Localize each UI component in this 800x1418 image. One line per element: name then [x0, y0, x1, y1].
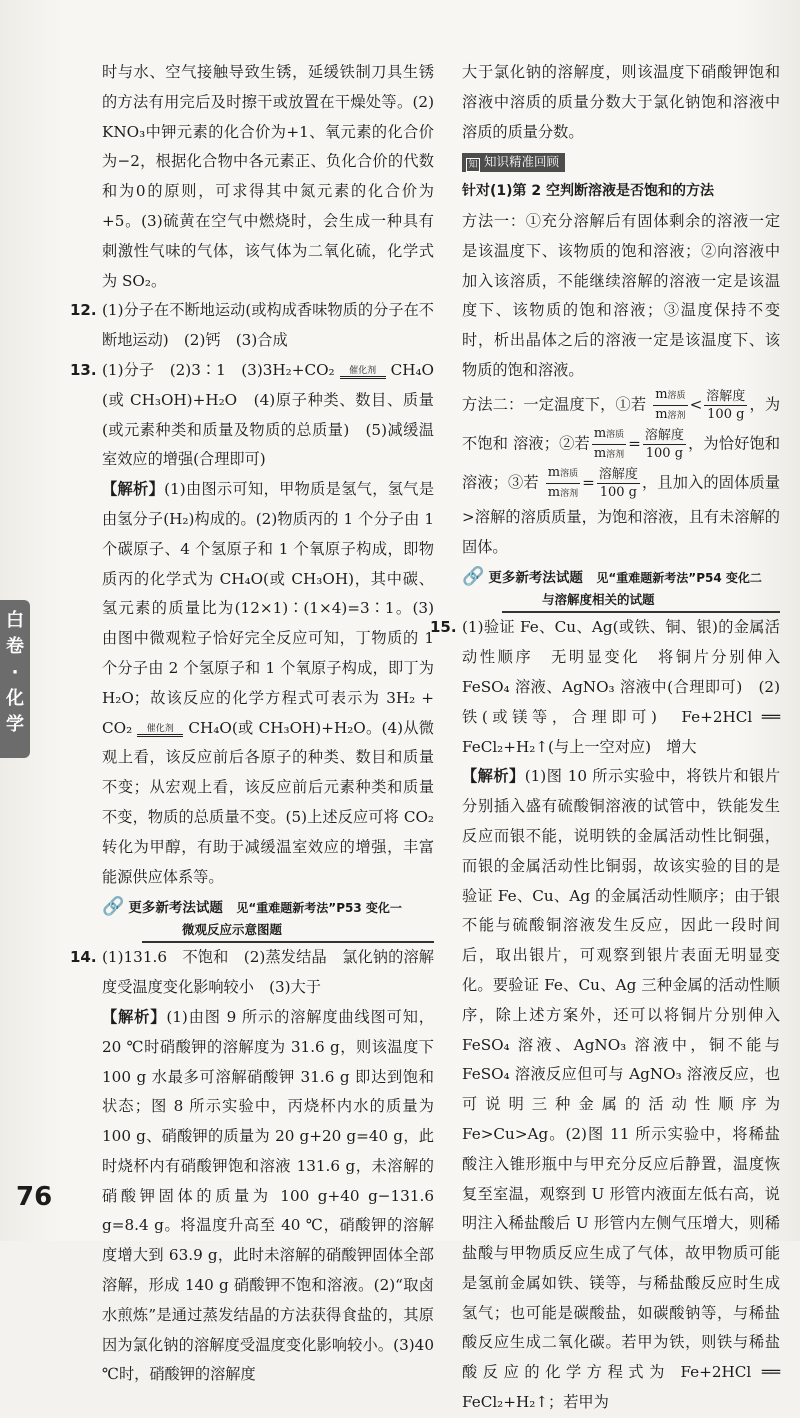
question-14 — [70, 943, 434, 1390]
method-one: 方法一：①充分溶解后有固体剩余的溶液一定是该温度下、该物质的饱和溶液；②向溶液中加入该溶质，不能继续溶解的溶液一定是该温度下、该物质的饱和溶液；③温度保持不变时，析出晶体之后的溶液一定是该温度下、该物质的饱和溶液。 — [462, 211, 780, 379]
more-practice-topic: 与溶解度相关的试题 — [502, 589, 780, 613]
question-15 — [430, 613, 781, 1418]
analysis-text — [102, 475, 434, 892]
question-13 — [70, 356, 435, 892]
ratio-fraction: $\frac{\text{m溶质}}{\text{m溶剂}}$ — [655, 386, 686, 422]
question-number: 13. — [70, 360, 97, 379]
answer-part-a: (1)分子 (2)3∶1 (3)3H₂+CO₂ — [102, 360, 335, 379]
analysis-label: 【解析】 — [102, 1007, 167, 1026]
more-practice-link[interactable]: 🔗 更多新考法试题 见“重难题新考法”P53 变化一 微观反应示意图题 — [102, 896, 434, 943]
subject-side-tab: 白 卷 · 化 学 — [0, 600, 30, 758]
book-icon: 知 — [466, 158, 480, 172]
solubility-fraction: $\frac{\text{溶解度}}{100 g}$ — [706, 388, 746, 422]
paperclip-icon: 🔗 — [462, 566, 485, 588]
question-number: 15. — [430, 618, 457, 637]
analysis-text: 【解析】(1)由图 9 所示的溶解度曲线图可知，20 ℃时硝酸钾的溶解度为 31.6 g，则该温度下 100 g 水最多可溶解硝酸钾 31.6 g 即达到饱和状态；图 8 所示实验中，丙烧杯内水的质量为 100 g、硝酸钾的质量为 20 g+20 g=40 g，此时烧杯内有硝酸钾饱和溶液 131.6 g，未溶解的硝酸钾固体的质量为 100 g+40 g−131.6 g=8.4 g。将温度升高至 40 ℃，硝酸钾的溶解度增大到 63.9 g，此时未溶解的硝酸钾固体全部溶解，形成 140 g 硝酸钾不饱和溶液。(2)“取卤水煎炼”是通过蒸发结晶的方法获得食盐的，其原因为氯化钠的溶解度受温度变化影响较小。(3)40 ℃时，硝酸钾的溶解度 — [102, 1007, 434, 1384]
solubility-fraction: $\frac{\text{溶解度}}{100 g}$ — [644, 427, 684, 461]
answer-text — [102, 356, 434, 475]
catalyst-label: 催化剂 — [349, 365, 377, 376]
left-column — [70, 58, 435, 1390]
right-top-paragraph: 大于氯化钠的溶解度，则该温度下硝酸钾饱和溶液中溶质的质量分数大于氯化钠饱和溶液中溶质的质量分数。 — [462, 63, 780, 141]
left-intro-paragraph: 时与水、空气接触导致生锈，延缓铁制刀具生锈的方法有用完后及时擦干或放置在干燥处等。(2) KNO₃中钾元素的化合价为+1、氧元素的化合价为−2，根据化合物中各元素正、负化合价的代数和为0的原则，可求得其中氮元素的化合价为+5。(3)硫黄在空气中燃烧时，会生成一种具有刺激性气味的气体，该气体为二氧化硫，化学式为 SO₂。 — [102, 63, 434, 290]
question-number: 14. — [70, 948, 97, 967]
question-number: 12. — [70, 301, 97, 320]
answer-text: (1)131.6 不饱和 (2)蒸发结晶 氯化钠的溶解度受温度变化影响较小 (3)大于 — [102, 948, 434, 997]
knowledge-review-badge: 知 知识精准回顾 — [462, 147, 780, 177]
answer-text: (1)验证 Fe、Cu、Ag(或铁、铜、银)的金属活动性顺序 无明显变化 将铜片分别伸入 FeSO₄ 溶液、AgNO₃ 溶液中(合理即可) (2)铁(或镁等，合理即可) Fe+2HCl ══ FeCl₂+H₂↑(与上一空对应) 增大 — [462, 618, 780, 756]
analysis-label: 【解析】 — [102, 480, 165, 499]
catalyst-label: 催化剂 — [146, 723, 174, 734]
catalyst-arrow — [340, 366, 386, 379]
more-practice-link[interactable]: 🔗 更多新考法试题 见“重难题新考法”P54 变化二 与溶解度相关的试题 — [462, 566, 780, 613]
ratio-fraction: $\frac{\text{m溶质}}{\text{m溶剂}}$ — [593, 425, 625, 461]
analysis-label: 【解析】 — [462, 767, 525, 786]
paperclip-icon: 🔗 — [102, 896, 125, 918]
method-two: 方法二：一定温度下，①若 $\frac{\text{m溶质}}{\text{m溶剂}}$ < $\frac{\text{溶解度}}{100 g}$ ，为不饱和 溶液；②若 $\frac{\text{m溶质}}{\text{m溶剂}}$ = $\frac{\text{溶解度}}{100 g}$ ，为恰好饱和溶液；③若 $\frac{\text{m溶质}}{\text{m溶剂}}$ = $\frac{\text{溶解度}}{100 g}$ ，且加入的固体质量>溶解的溶质质量，为饱和溶液，且有未溶解的固体。 — [462, 386, 781, 556]
answer-part-b: CH₄O (或 CH₃OH)+H₂O (4)原子种类、数目、质量(或元素种类和质量及物质的总质量) (5)减缓温室效应的增强(合理即可) — [102, 360, 434, 469]
more-practice-topic: 微观反应示意图题 — [142, 919, 434, 943]
ratio-fraction: $\frac{\text{m溶质}}{\text{m溶剂}}$ — [547, 464, 579, 500]
page-number: 76 — [16, 1182, 53, 1212]
catalyst-arrow — [137, 724, 183, 737]
right-column — [430, 58, 781, 1418]
analysis-part-a: (1)由图示可知，甲物质是氢气，氢气是由氢分子(H₂)构成的。(2)物质丙的 1 个分子由 1 个碳原子、4 个氢原子和 1 个氧原子构成，即物质丙的化学式为 CH₄O(或 CH₃OH)，其中碳、氢元素的质量比为(12×1)∶(1×4)=3∶1。(3)由图中微观粒子恰好完全反应可知，丁物质的 1 个分子由 2 个氢原子和 1 个氧原子构成，即丁为 H₂O；故该反应的化学方程式可表示为 3H₂ + CO₂ — [102, 480, 435, 737]
answer-text: (1)分子在不断地运动(或构成香味物质的分子在不断地运动) (2)钙 (3)合成 — [102, 301, 434, 350]
review-target: 针对(1)第 2 空判断溶液是否饱和的方法 — [462, 183, 715, 200]
analysis-part-b: CH₄O(或 CH₃OH)+H₂O。(4)从微观上看，该反应前后各原子的种类、数目和质量不变；从宏观上看，该反应前后元素种类和质量不变，物质的总质量不变。(5)上述反应可将 CO₂ 转化为甲醇，有助于减缓温室效应的增强，丰富能源供应体系等。 — [102, 718, 434, 886]
analysis-text: 【解析】(1)图 10 所示实验中，将铁片和银片分别插入盛有硫酸铜溶液的试管中，铁能发生反应而银不能，说明铁的金属活动性比铜强，而银的金属活动性比铜弱，故该实验的目的是验证 Fe、Cu、Ag 的金属活动性顺序；由于银不能与硫酸铜溶液发生反应，因此一段时间后，取出银片，可观察到银片表面无明显变化。要验证 Fe、Cu、Ag 三种金属的活动性顺序，除上述方案外，还可以将铜片分别伸入 FeSO₄ 溶液、AgNO₃ 溶液中，铜不能与 FeSO₄ 溶液反应但可与 AgNO₃ 溶液反应，也可说明三种金属的活动性顺序为 Fe>Cu>Ag。(2)图 11 所示实验中，将稀盐酸注入锥形瓶中与甲充分反应后静置，温度恢复至室温，观察到 U 形管内液面左低右高，说明注入稀盐酸后 U 形管内左侧气压增大，则稀盐酸与甲物质反应生成了气体，故甲物质可能是氢前金属如铁、镁等，与稀盐酸反应时生成氢气；也可能是碳酸盐，如碳酸钠等，与稀盐酸反应生成二氧化碳。若甲为铁，则铁与稀盐酸反应的化学方程式为 Fe+2HCl ══ FeCl₂+H₂↑；若甲为 — [462, 767, 781, 1412]
question-12 — [70, 296, 434, 356]
solubility-fraction: $\frac{\text{溶解度}}{100 g}$ — [598, 466, 638, 500]
